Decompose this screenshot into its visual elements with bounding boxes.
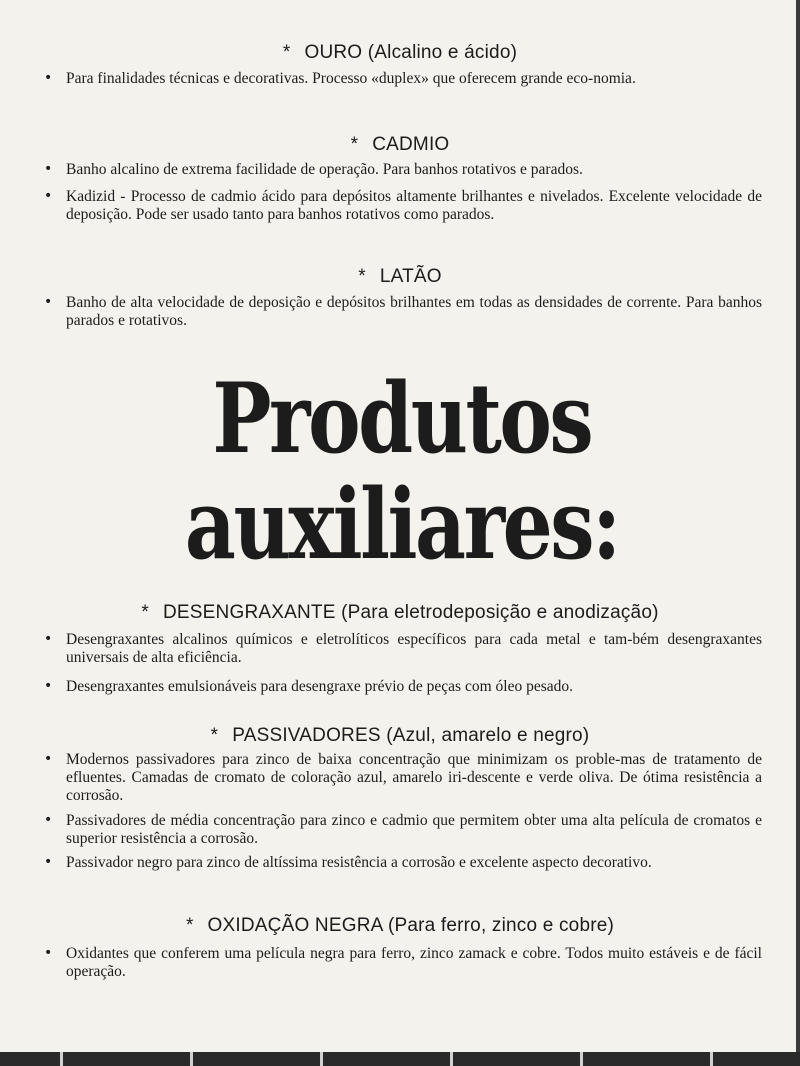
page-title-line-2: auxiliares:: [184, 468, 619, 581]
section-title: PASSIVADORES: [232, 725, 381, 746]
item-text: Desengraxantes emulsionáveis para desengraxe prévio de peças com óleo pesado.: [66, 678, 573, 695]
section-title: CADMIO: [372, 134, 450, 155]
asterisk-icon: *: [282, 42, 291, 63]
item-text: Passivadores de média concentração para zinco e cadmio que permitem obter uma alta película de cromatos e superior resistência a corrosão.: [66, 812, 762, 847]
bullet-icon: •: [44, 678, 53, 694]
scan-tick: [450, 1052, 453, 1066]
bullet-icon: •: [44, 854, 53, 870]
scan-tick: [60, 1052, 63, 1066]
page-title-line-1: Produtos: [212, 362, 592, 475]
scan-tick: [320, 1052, 323, 1066]
asterisk-icon: *: [185, 915, 194, 936]
list-item: [44, 751, 762, 805]
scan-tick: [580, 1052, 583, 1066]
bullet-icon: •: [44, 631, 53, 647]
section-title: DESENGRAXANTE: [163, 602, 336, 623]
scan-tick: [710, 1052, 713, 1066]
bullet-icon: •: [44, 161, 53, 177]
section-heading-passivadores: [0, 725, 800, 747]
item-text: Para finalidades técnicas e decorativas. Processo «duplex» que oferecem grande eco-nomia.: [66, 70, 636, 87]
bullet-icon: •: [44, 294, 53, 310]
section-heading-desengraxante: [0, 602, 800, 624]
section-subtitle: (Alcalino e ácido): [367, 42, 518, 63]
bullet-icon: •: [44, 70, 53, 86]
asterisk-icon: *: [358, 266, 366, 287]
item-text: Passivador negro para zinco de altíssima resistência a corrosão e excelente aspecto decorativo.: [66, 854, 652, 871]
scan-bottom-strip: [0, 1052, 800, 1066]
section-title: OXIDAÇÃO NEGRA: [207, 915, 383, 936]
section-heading-latao: [0, 266, 800, 288]
section-title: OURO: [304, 42, 363, 63]
list-item: [44, 945, 762, 981]
list-item: [44, 161, 762, 179]
bullet-icon: •: [44, 812, 53, 828]
section-subtitle: (Para ferro, zinco e cobre): [387, 915, 615, 936]
scan-edge: [796, 0, 800, 1066]
list-item: [44, 70, 762, 88]
section-heading-cadmio: [0, 134, 800, 156]
section-heading-ouro: [0, 42, 800, 64]
item-text: Modernos passivadores para zinco de baixa concentração que minimizam os proble-mas de tratamento de efluentes. Camadas de cromato de coloração azul, amarelo iri-descente e verde oliva. De ótima resistência a corrosão.: [66, 751, 762, 804]
bullet-icon: •: [44, 188, 53, 204]
item-text: Desengraxantes alcalinos químicos e eletrolíticos específicos para cada metal e tam-bém desengraxantes universais de alta eficiência.: [66, 631, 762, 666]
bullet-icon: •: [44, 751, 53, 767]
item-text: Kadizid - Processo de cadmio ácido para depósitos altamente brilhantes e nivelados. Excelente velocidade de deposição. Pode ser usado tanto para banhos rotativos como parados.: [66, 188, 762, 223]
list-item: [44, 188, 762, 224]
bullet-icon: •: [44, 945, 53, 961]
asterisk-icon: *: [141, 602, 149, 623]
list-item: [44, 812, 762, 848]
section-subtitle: (Azul, amarelo e negro): [386, 725, 590, 746]
list-item: [44, 678, 762, 696]
list-item: [44, 854, 762, 872]
scan-tick: [190, 1052, 193, 1066]
asterisk-icon: *: [350, 134, 359, 155]
asterisk-icon: *: [210, 725, 219, 746]
list-item: [44, 631, 762, 667]
section-heading-oxidacao-negra: [0, 915, 800, 937]
item-text: Banho de alta velocidade de deposição e depósitos brilhantes em todas as densidades de corrente. Para banhos parados e rotativos.: [66, 294, 762, 329]
list-item: [44, 294, 762, 330]
section-subtitle: (Para eletrodeposição e anodização): [341, 602, 659, 623]
item-text: Banho alcalino de extrema facilidade de operação. Para banhos rotativos e parados.: [66, 161, 583, 178]
item-text: Oxidantes que conferem uma película negra para ferro, zinco zamack e cobre. Todos muito estáveis e de fácil operação.: [66, 945, 762, 980]
section-title: LATÃO: [379, 266, 442, 287]
